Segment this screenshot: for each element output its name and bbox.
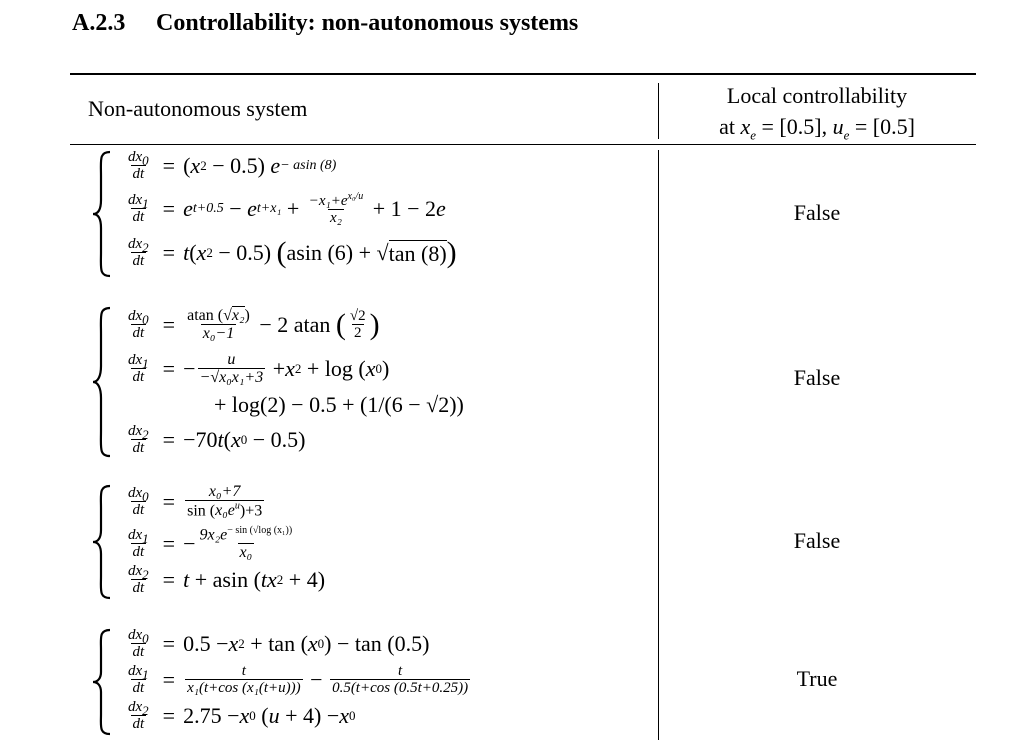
section-heading [72, 10, 578, 37]
column-header-line2: at $x_e = [0.5]$, $u_e = [0.5]$ [719, 114, 915, 143]
controllability-result: False [793, 200, 841, 225]
controllability-result: False [793, 365, 841, 390]
left-brace-icon [90, 628, 116, 736]
equation: $\frac{dx2}{dt}$ = 2.75 − x 0 ( u + 4) − x 0 [128, 699, 356, 732]
table-top-rule [70, 73, 976, 75]
equation-continuation: + log(2) − 0.5 + (1/(6 − √2)) [214, 392, 464, 417]
table-header-rule [70, 144, 976, 145]
table-row [90, 484, 650, 600]
equation: $\frac{dx0}{dt}$ = $\frac{\text{x₀+7}}{\sin (x_0e^u)+3}$ [128, 483, 263, 520]
left-brace-icon [90, 484, 116, 600]
section-title: Controllability: non-autonomous systems [156, 10, 579, 36]
column-header-system: Non-autonomous system [88, 96, 308, 121]
header-column-divider [658, 83, 659, 139]
table-row [90, 306, 650, 458]
column-header-controllability [664, 80, 970, 142]
equation: $\frac{dx2}{dt}$ = −70 t ( x 0 − 0.5) [128, 423, 306, 456]
equation: $\frac{dx1}{dt}$ = e t+0.5 − e t+x₁ + $\frac{-x_1+e^{x_0/u}}{\text{x₂}}$ + 1 − 2 e [128, 191, 446, 226]
equation: $\frac{dx0}{dt}$ = 0.5 − x 2 + tan ( x 0 ) − tan (0.5) [128, 627, 430, 660]
controllability-result: True [796, 666, 838, 691]
table-row [90, 150, 650, 278]
left-brace-icon [90, 306, 116, 458]
equation: $\frac{dx1}{dt}$ = − $\frac{9x_2e^{- sin (√log (x_1))}}{\text{x₀}}$ [128, 525, 293, 562]
equation: $\frac{dx0}{dt}$ = ( x 2 − 0.5) e − asin (8) [128, 149, 337, 182]
equation: $\frac{dx1}{dt}$ = − $\frac{u}{\text{−√x₀x₁+3}}$ + x 2 + log ( x 0 ) [128, 351, 390, 386]
equation: $\frac{dx2}{dt}$ = t + asin ( tx 2 + 4) [128, 563, 326, 596]
equation: $\frac{dx2}{dt}$ = t ( x 2 − 0.5) ( asin (6) + √ tan (8) ) [128, 236, 457, 269]
equation: $\frac{dx0}{dt}$ = $\frac{\text{atan (√x₂)}}{\text{x₀−1}}$ − 2 atan ( $\frac{√2}{2}$ ) [128, 307, 380, 342]
section-number: A.2.3 [72, 10, 126, 36]
equation: $\frac{dx1}{dt}$ = $\frac{t}{\text{x₁(t+cos (x₁(t+u)))}}$ − $\frac{t}{0.5(t+\cos (0.5t+0.25))}$ [128, 663, 469, 696]
table-row [90, 628, 650, 736]
left-brace-icon [90, 150, 116, 278]
controllability-result: False [793, 528, 841, 553]
body-column-divider [658, 150, 659, 740]
column-header-line1: Local controllability [726, 83, 908, 108]
